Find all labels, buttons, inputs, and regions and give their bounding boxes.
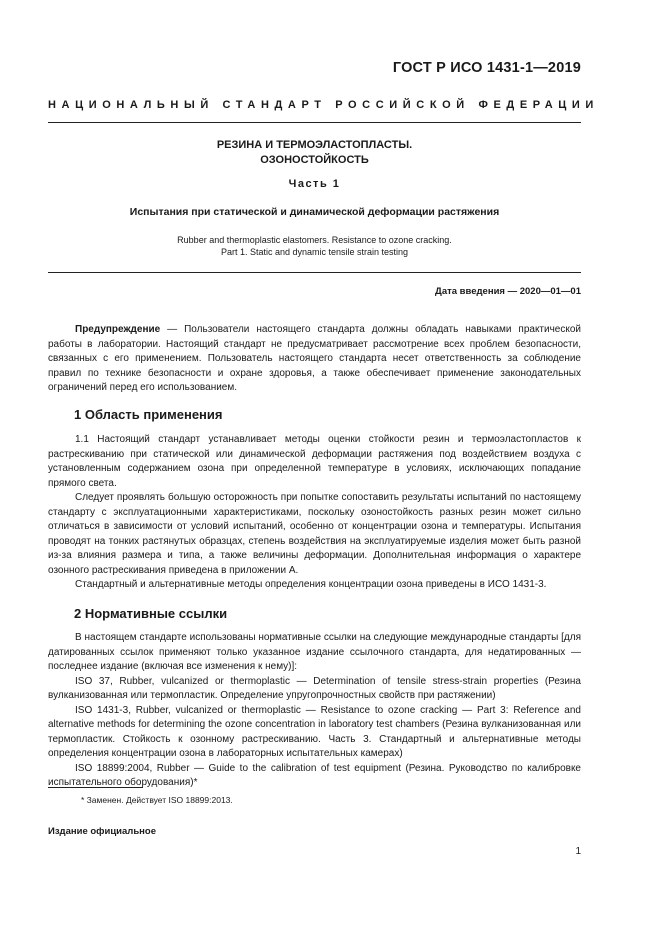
introduction-date: Дата введения — 2020—01—01 — [435, 286, 581, 297]
header-divider — [48, 122, 581, 123]
page-number: 1 — [575, 846, 581, 857]
footnote-divider — [48, 787, 143, 788]
warning-label: Предупреждение — [75, 324, 161, 335]
section-2-paragraph: В настоящем стандарте использованы нормативные ссылки на следующие международные стандарты [для датированных ссылок применяют только указанное издание ссылочного стандарта, для недатированных — последнее издание (включая все изменения к нему)]: — [48, 632, 581, 672]
title-line-2: ОЗОНОСТОЙКОСТЬ — [260, 154, 369, 166]
section-1-paragraph: Стандартный и альтернативные методы определения концентрации озона приведены в ИСО 1431-3. — [75, 579, 547, 590]
english-title — [48, 234, 581, 258]
warning-paragraph — [48, 323, 581, 396]
english-title-line-2: Part 1. Static and dynamic tensile strain testing — [220, 247, 409, 257]
section-2-body — [48, 631, 581, 791]
title-line-1: РЕЗИНА И ТЕРМОЭЛАСТОПЛАСТЫ. — [216, 139, 413, 151]
section-2-heading: 2 Нормативные ссылки — [74, 606, 228, 621]
section-1-paragraph: 1.1 Настоящий стандарт устанавливает методы оценки стойкости резин и термоэластопластов к растрескиванию при статической или динамической деформации растяжения под воздействием воздуха с установленным содержанием озона при определенной температуре в условиях, исключающих попадание прямого света. — [48, 434, 581, 489]
warning-text: — Пользователи настоящего стандарта должны обладать навыками практической работы в лаборатории. Настоящий стандарт не предусматривает рассмотрение всех проблем безопасности, связанных с его применением. Пользователь настоящего стандарта несет ответственность за соблюдение правил по технике безопасности и охране здоровья, а также обеспечивает применение законодательных ограничений перед его использованием. — [48, 324, 581, 393]
english-title-line-1: Rubber and thermoplastic elastomers. Resistance to ozone cracking. — [177, 235, 452, 245]
footnote: * Заменен. Действует ISO 18899:2013. — [81, 795, 233, 805]
official-edition-label: Издание официальное — [48, 826, 156, 837]
title-divider — [48, 272, 581, 273]
section-1-heading: 1 Область применения — [74, 407, 223, 422]
section-1-body — [48, 433, 581, 593]
document-title — [48, 138, 581, 168]
document-code: ГОСТ Р ИСО 1431-1—2019 — [392, 60, 581, 76]
warning-block — [48, 323, 581, 396]
section-1-paragraph: Следует проявлять большую осторожность при попытке сопоставить результаты испытаний по настоящему стандарту с эксплуатационными характеристиками, поскольку озоностойкость разных резин может сильно отличаться в зависимости от условий испытаний, особенно от концентрации озона и температуры. Испытания проводят на тонких растянутых образцах, степень воздействия на эксплуатируемые изделия может быть разной из-за влияния размера и типа, а также величины деформации. Дополнительная информация о характере озонного растрескивания приведена в приложении А. — [48, 492, 581, 576]
part-subtitle: Испытания при статической и динамической деформации растяжения — [129, 206, 500, 218]
part-number: Часть 1 — [288, 178, 341, 190]
reference-item: ISO 18899:2004, Rubber — Guide to the calibration of test equipment (Резина. Руководство по калибровке испытательного оборудования)* — [48, 762, 581, 788]
reference-item: ISO 1431-3, Rubber, vulcanized or thermoplastic — Resistance to ozone cracking — Part 3: Reference and alternative methods for determining the ozone concentration in laboratory test chambers (Резина вулканизованная или термопластик. Стойкость к озонному растрескиванию. Часть 3. Стандартный и альтернативные методы определения концентрации озона в лабораторных испытательных камерах) — [48, 704, 581, 759]
national-standard-banner: НАЦИОНАЛЬНЫЙ СТАНДАРТ РОССИЙСКОЙ ФЕДЕРАЦИИ — [48, 99, 599, 111]
reference-item: ISO 37, Rubber, vulcanized or thermoplastic — Determination of tensile stress-strain properties (Резина вулканизованная или термопластик. Определение упругопрочностных свойств при растяжении) — [48, 675, 581, 701]
